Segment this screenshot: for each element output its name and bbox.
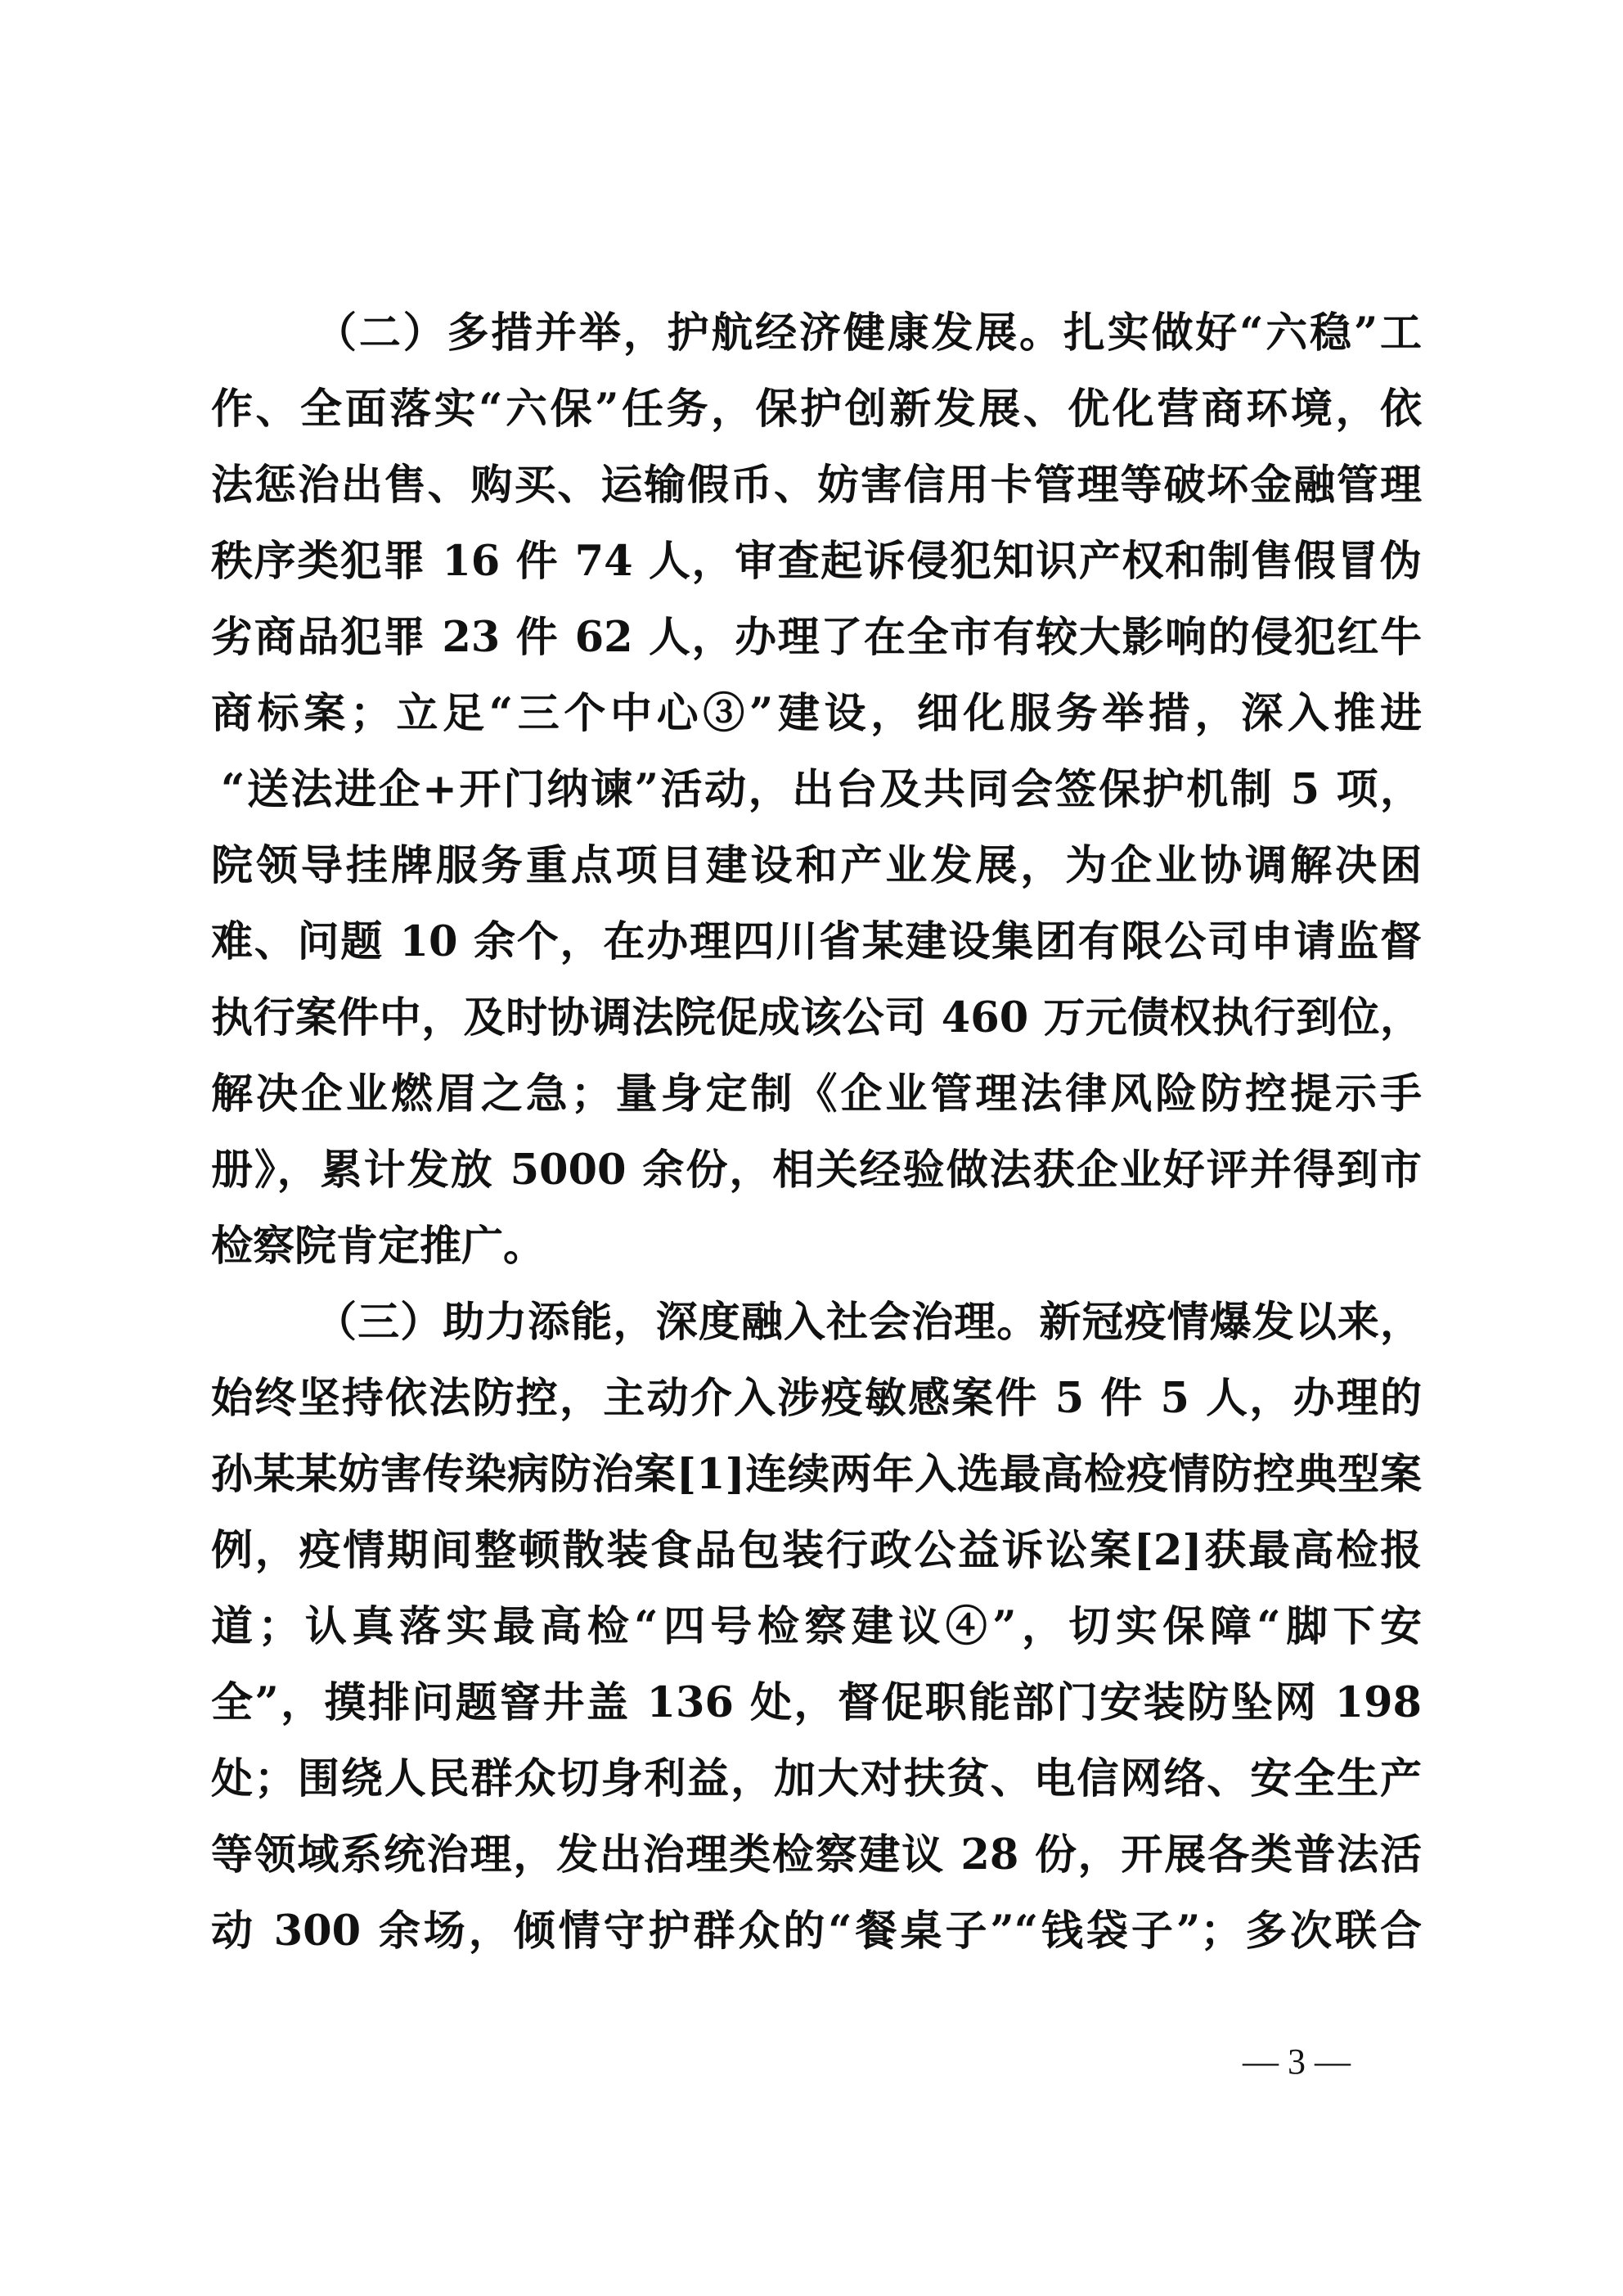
paragraph-line-4: 秩序类犯罪 16 件 74 人，审查起诉侵犯知识产权和制售假冒伪 xyxy=(211,537,1422,586)
paragraph-line-5: 劣商品犯罪 23 件 62 人，办理了在全市有较大影响的侵犯红牛 xyxy=(211,613,1422,662)
paragraph-line-10: 执行案件中，及时协调法院促成该公司 460 万元债权执行到位， xyxy=(211,993,1422,1042)
paragraph-line-21: 等领域系统治理，发出治理类检察建议 28 份，开展各类普法活 xyxy=(211,1830,1422,1880)
paragraph-line-8: 院领导挂牌服务重点项目建设和产业发展，为企业协调解决困 xyxy=(211,841,1422,890)
paragraph-line-11: 解决企业燃眉之急；量身定制《企业管理法律风险防控提示手 xyxy=(211,1069,1422,1119)
paragraph-line-18: 道；认真落实最高检“四号检察建议④”，切实保障“脚下安 xyxy=(211,1602,1422,1651)
paragraph-line-9: 难、问题 10 余个，在办理四川省某建设集团有限公司申请监督 xyxy=(211,917,1422,966)
paragraph-line-14: （三）助力添能，深度融入社会治理。新冠疫情爆发以来， xyxy=(315,1298,1422,1347)
paragraph-line-3: 法惩治出售、购买、运输假币、妨害信用卡管理等破坏金融管理 xyxy=(211,461,1422,510)
paragraph-line-7: “送法进企+开门纳谏”活动，出台及共同会签保护机制 5 项， xyxy=(221,765,1422,814)
page-number: — 3 — xyxy=(1243,2042,1351,2082)
paragraph-line-17: 例，疫情期间整顿散装食品包装行政公益诉讼案[2]获最高检报 xyxy=(211,1526,1422,1575)
paragraph-line-2: 作、全面落实“六保”任务，保护创新发展、优化营商环境，依 xyxy=(211,385,1422,434)
paragraph-line-1: （二）多措并举，护航经济健康发展。扎实做好“六稳”工 xyxy=(315,308,1422,358)
paragraph-line-16: 孙某某妨害传染病防治案[1]连续两年入选最高检疫情防控典型案 xyxy=(211,1450,1422,1499)
paragraph-line-6: 商标案；立足“三个中心③”建设，细化服务举措，深入推进 xyxy=(211,689,1422,738)
paragraph-line-22: 动 300 余场，倾情守护群众的“餐桌子”“钱袋子”；多次联合 xyxy=(211,1907,1422,1956)
paragraph-line-20: 处；围绕人民群众切身利益，加大对扶贫、电信网络、安全生产 xyxy=(211,1754,1422,1803)
paragraph-line-19: 全”，摸排问题窨井盖 136 处，督促职能部门安装防坠网 198 xyxy=(211,1678,1422,1727)
paragraph-line-13: 检察院肯定推广。 xyxy=(211,1222,546,1271)
paragraph-line-15: 始终坚持依法防控，主动介入涉疫敏感案件 5 件 5 人，办理的 xyxy=(211,1374,1422,1423)
paragraph-line-12: 册》，累计发放 5000 余份，相关经验做法获企业好评并得到市 xyxy=(211,1146,1422,1195)
